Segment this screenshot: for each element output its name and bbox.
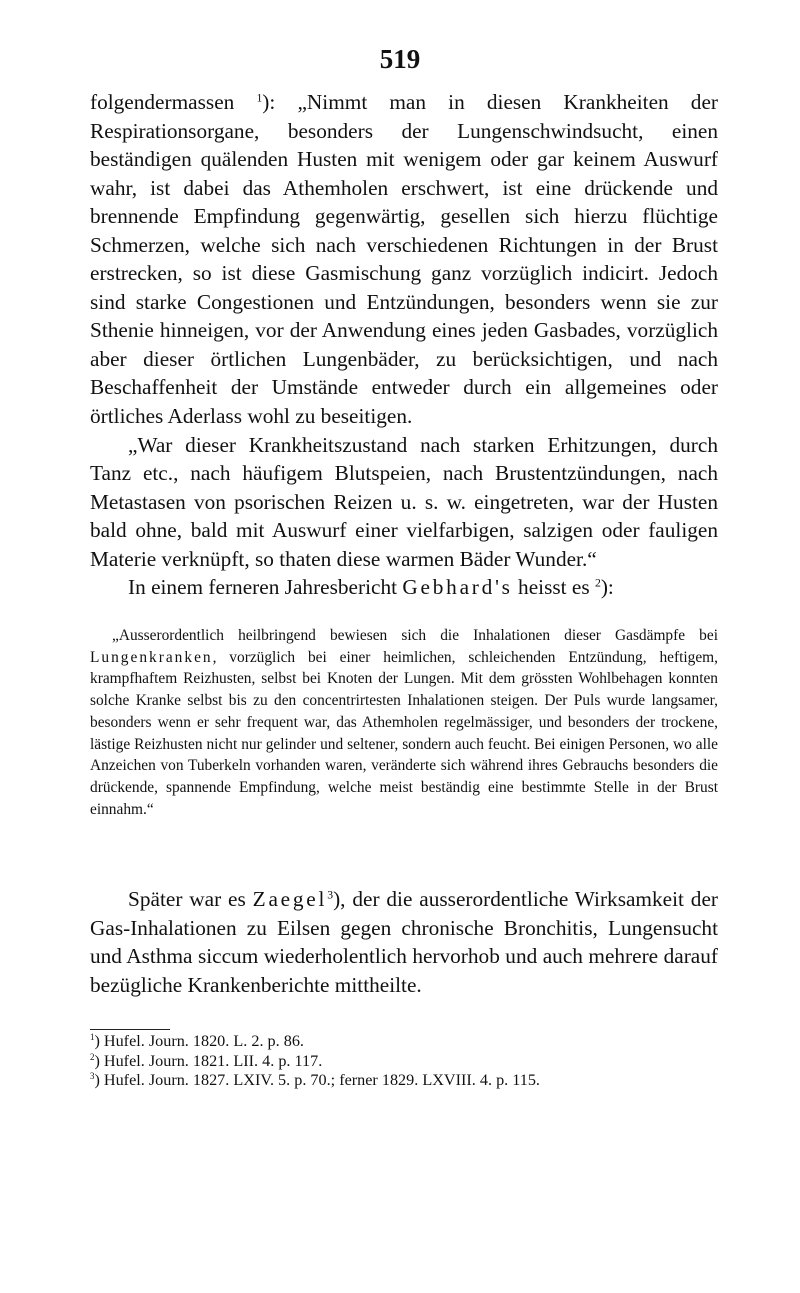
quote-paragraph	[90, 625, 718, 820]
footnote	[90, 1052, 730, 1072]
footnote-text: ) Hufel. Journ. 1827. LXIV. 5. p. 70.; ferner 1829. LXVIII. 4. p. 115.	[94, 1071, 540, 1090]
paragraph-3-text-b: heisst es	[512, 575, 595, 600]
paragraph-1	[90, 88, 718, 431]
quote-text-b: , vorzüglich bei einer heimlichen, schleichenden Entzündung, heftigem, krampfhaftem Reizhusten, selbst bei Knoten der Lungen. Mit dem grössten Wohlbehagen konnten solche Kranke selbst bis zu den concentrirtesten Inhalationen steigen. Der Puls wurde langsamer, besonders wenn er sehr frequent war, das Athemholen regelmässiger, und besonders der trockene, lästige Reizhusten nicht nur gelinder und seltener, sondern auch feucht. Bei einigen Personen, wo alle Anzeichen von Tuberkeln vorhanden waren, veränderte sich während ihres Gebrauchs besonders die drückende, spannende Empfindung, welche meist beständig eine bestimmte Stelle in der Brust einnahm.“	[90, 648, 718, 818]
footnote-mark: 2	[90, 1051, 95, 1062]
paragraph-2: „War dieser Krankheitszustand nach starken Erhitzungen, durch Tanz etc., nach häufigem Blutspeien, nach Brustentzündungen, nach Metastasen von psorischen Reizen u. s. w. eingetreten, war der Husten bald ohne, bald mit Auswurf einer vielfarbigen, salzigen oder fauligen Materie verknüpft, so thaten diese warmen Bäder Wunder.“	[90, 432, 718, 571]
page-number: 519	[379, 44, 421, 74]
author-name-gebhard: Gebhard's	[402, 575, 513, 600]
footnote-text: ) Hufel. Journ. 1820. L. 2. p. 86.	[94, 1032, 304, 1050]
paragraph-4	[90, 885, 718, 999]
paragraph-4-text-a: Später war es	[128, 887, 253, 911]
paragraph-1-text-b: ): „Nimmt man in diesen Krankheiten der Respirationsorgane, besonders der Lungenschwindsucht, einen beständigen quälenden Husten mit wenigem oder gar keinem Auswurf wahr, ist dabei das Athemholen erschwert, ist eine drückende und brennende Empfindung gegenwärtig, gesellen sich hierzu flüchtige Schmerzen, welche sich nach verschiedenen Richtungen in der Brust erstrecken, so ist diese Gasmischung ganz vorzüglich indicirt. Jedoch sind starke Congestionen und Entzündungen, besonders wenn sie zur Sthenie hinneigen, vor der Anwendung eines jeden Gasbades, vorzüglich aber dieser örtlichen Lungenbäder, zu berücksichtigen, und nach Beschaffenheit der Umstände entweder durch ein allgemeines oder örtliches Aderlass wohl zu beseitigen.	[90, 90, 718, 429]
footnote-mark: 3	[90, 1071, 95, 1082]
footnote-mark: 1	[90, 1032, 95, 1043]
quote-spaced-term: Lungenkranken	[90, 648, 213, 666]
paragraph-3	[90, 573, 718, 602]
paragraph-3-text-c: ):	[600, 575, 614, 600]
block-quote	[90, 625, 718, 820]
footnote-ref-2: 2	[594, 576, 601, 590]
footnotes	[90, 1032, 730, 1091]
paragraph-3-text-a: In einem ferneren Jahresbericht	[128, 575, 403, 600]
footnote	[90, 1032, 730, 1052]
footnote-text: ) Hufel. Journ. 1821. LII. 4. p. 117.	[94, 1051, 323, 1070]
main-text-block	[90, 88, 718, 602]
paragraph-1-text-a: folgendermassen	[90, 90, 257, 114]
quote-text-a: „Ausserordentlich heilbringend bewiesen sich die Inhalationen dieser Gasdämpfe bei	[112, 627, 718, 644]
footnote-ref-1: 1	[256, 91, 263, 105]
footnote-ref-3: 3	[327, 888, 334, 902]
footnote-divider	[90, 1029, 170, 1030]
later-text-block	[90, 885, 718, 999]
author-name-zaegel: Zaegel	[252, 887, 328, 911]
paragraph-4-text-b: ), der die ausserordentliche Wirksamkeit der Gas-Inhalationen zu Eilsen gegen chronische Bronchitis, Lungensucht und Asthma siccum wiederholentlich hervorhob und auch mehrere darauf bezügliche Krankenberichte mittheilte.	[90, 887, 718, 997]
footnote	[90, 1071, 730, 1091]
